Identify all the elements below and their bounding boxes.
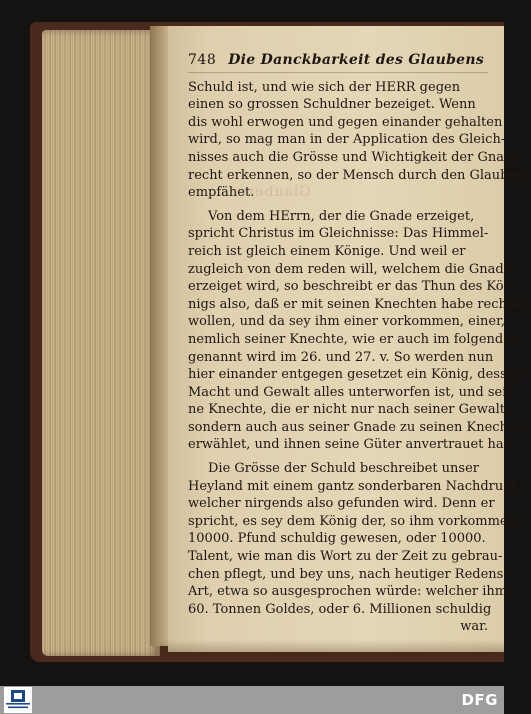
text-line: wird, so mag man in der Application des Gleich- xyxy=(188,132,506,148)
text-line: 60. Tonnen Goldes, oder 6. Millionen schuldig xyxy=(188,601,492,617)
text-line: 10000. Pfund schuldig gewesen, oder 10000. xyxy=(188,531,486,547)
text-line: welcher nirgends also gefunden wird. Denn er xyxy=(188,496,495,512)
text-line: nigs also, daß er mit seinen Knechten habe rechnen xyxy=(188,296,531,312)
catchword-line: war. xyxy=(460,619,488,635)
text-line: ne Knechte, die er nicht nur nach seiner Gewalt, xyxy=(188,402,510,418)
text-line: reich ist gleich einem Könige. Und weil er xyxy=(188,243,466,259)
paragraph-2 xyxy=(188,208,531,454)
text-line: wollen, und da sey ihm einer vorkommen, einer, xyxy=(188,314,506,330)
text-line: empfähet. xyxy=(188,185,255,201)
footer-bar xyxy=(0,686,504,714)
text-line: spricht, es sey dem König der, so ihm vorkommen, xyxy=(188,513,521,529)
text-line: Heyland mit einem gantz sonderbaren Nachdruck, xyxy=(188,478,523,494)
page-header xyxy=(188,52,488,73)
page-edges xyxy=(42,30,160,656)
running-head: Die Danckbarkeit des Glaubens xyxy=(228,52,485,68)
text-line: sondern auch aus seiner Gnade zu seinen Knechten xyxy=(188,419,530,435)
text-line: chen pflegt, und bey uns, nach heutiger Redens- xyxy=(188,566,508,582)
text-line: dis wohl erwogen und gegen einander gehalten xyxy=(188,114,503,130)
text-line: spricht Christus im Gleichnisse: Das Himmel- xyxy=(188,226,489,242)
text-line: Art, etwa so ausgesprochen würde: welcher ihm xyxy=(188,584,508,600)
page-text xyxy=(188,52,531,642)
text-line: genannt wird im 26. und 27. v. So werden nun xyxy=(188,349,494,365)
text-line: Talent, wie man dis Wort zu der Zeit zu gebrau- xyxy=(188,549,503,565)
library-logo[interactable] xyxy=(4,687,32,713)
paragraph-3 xyxy=(188,460,523,636)
text-line: nemlich seiner Knechte, wie er auch im folgenden xyxy=(188,331,520,347)
bleed-through-text: Glaubens xyxy=(236,184,311,200)
text-line: Die Grösse der Schuld beschreibet unser xyxy=(208,461,480,477)
text-line: erwählet, und ihnen seine Güter anvertrauet hat. xyxy=(188,437,514,453)
text-line: einen so grossen Schuldner bezeiget. Wenn xyxy=(188,97,476,113)
paragraph-1 xyxy=(188,79,525,202)
page-number: 748 xyxy=(188,52,217,68)
text-line: nisses auch die Grösse und Wichtigkeit der Gnade xyxy=(188,149,520,165)
text-line: recht erkennen, so der Mensch durch den Glauben xyxy=(188,167,525,183)
text-line: Von dem HErrn, der die Gnade erzeiget, xyxy=(208,208,475,224)
library-logo-text-icon xyxy=(5,702,31,710)
text-line: zugleich von dem reden will, welchem die Gnade xyxy=(188,261,512,277)
library-emblem-icon xyxy=(11,690,25,702)
dfg-logo[interactable]: DFG xyxy=(461,691,498,709)
text-line: erzeiget wird, so beschreibt er das Thun des Kö- xyxy=(188,279,509,295)
text-line: Macht und Gewalt alles unterworfen ist, und sei- xyxy=(188,384,511,400)
text-line: hier einander entgegen gesetzet ein König, dessen xyxy=(188,367,523,383)
text-line: Schuld ist, und wie sich der HERR gegen xyxy=(188,79,461,95)
page-shadow xyxy=(160,640,504,656)
